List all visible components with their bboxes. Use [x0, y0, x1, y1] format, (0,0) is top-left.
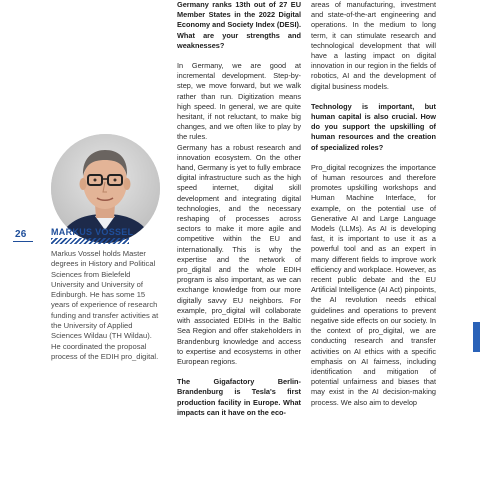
- author-stripes-divider: [51, 238, 129, 244]
- answer-1-paragraph-1: In Germany, we are good at incremental development. Step-by-step, we move forward, but we walk rather than run. Digitization means high speed. In general, we are quite hesitant, if not reluctant, to make big changes, and we often like to play by the rules.: [177, 61, 301, 142]
- author-bio: Markus Vossel holds Master degrees in History and Political Sciences from Bielefeld University and University of Edinburgh. He has some 15 years of experience of research funding and transfer activities at the University of Applied Sciences Wildau (TH Wildau). He coordinated the proposal process of the EDIH pro_digital.: [51, 249, 159, 361]
- answer-1-paragraph-2: Germany has a robust research and innovation ecosystem. On the other hand, Germany is yet to fully embrace digital infrastructure such as the high speed internet, digital skill development and integrating digital technologies, and the necessary reshaping of processes across sectors to make it more agile and competitive within the EU and internationally. This is why the expertise and the network of pro_digital and the whole EDIH program is also important, as we can exchange knowledge from our more digitally savvy EU neighbors. For example, pro_digital will collaborate with associated EDIHs in the Baltic Sea Region and offer stakeholders in Brandenburg knowledge and access to expertise and ecosystems in other European regions.: [177, 142, 301, 366]
- edge-tab-marker: [473, 322, 480, 352]
- interview-question-2: The Gigafactory Berlin-Brandenburg is Tesla's first production facility in Europe. What impacts can it have on the eco-: [177, 377, 301, 417]
- interview-question-3: Technology is important, but human capital is also crucial. How do you support the upskilling of human resources and the creation of specialized roles?: [311, 101, 436, 152]
- article-column-middle: [177, 0, 301, 418]
- author-name: MARKUS VOSSEL: [51, 227, 134, 237]
- interview-question-1: Germany ranks 13th out of 27 EU Member States in the 2022 Digital Economy and Society Index (DESI). What are your strengths and weaknesses?: [177, 0, 301, 50]
- article-column-right: [311, 0, 436, 408]
- page-number: 26: [15, 229, 27, 240]
- page-number-rule: [13, 241, 33, 242]
- answer-2-continuation: areas of manufacturing, investment and state-of-the-art engineering and operations. In the medium to long term, it can stimulate research and technological development that will have a lasting impact on digital innovation in our region in the fields of robotics, AI and the development of digital business models.: [311, 0, 436, 91]
- answer-3: Pro_digital recognizes the importance of human resources and therefore promotes upskilling workshops and Human Machine Interface, for example, on the potential use of Generative AI and Large Language Models (LLMs). As AI is developing fast, it is important to use it as a powerful tool and as an expert in many different fields to improve work efficiency and workplace. However, as recent public debate and the EU Artificial Intelligence (AI Act) pinpoints, the AI revolution needs ethical guidelines and operations to prevent negative side effects on our society. In the context of pro_digital, we are conducting research and transfer activities on AI ethics with a specific emphasis on AI fairness, including identification and mitigation of potential unfairness and biases that may exist in the AI decision-making process. We also aim to develop: [311, 162, 436, 407]
